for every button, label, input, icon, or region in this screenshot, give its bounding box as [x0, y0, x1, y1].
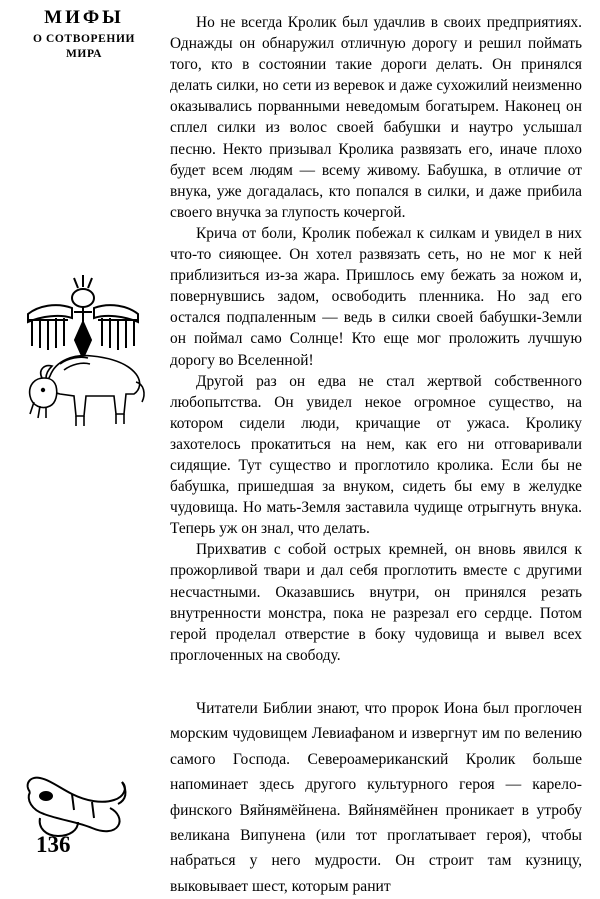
paragraph: Другой раз он едва не стал жертвой собственного любопытства. Он увидел некое огромное существо, на котором сидели люди, кричащие от ужаса. Кролику захотелось прокатиться на нем, как его ни отговаривали сидящие. Тут существо и проглотило кролика. Если бы не бабушка, пришедшая за внуком, сидеть бы ему в желудке чудовища. Но мать-Земля заставила чудище отрыгнуть внука. Теперь уж он знал, что делать.	[170, 372, 582, 538]
paragraph: Прихватив с собой острых кремней, он вновь явился к прожорливой твари и дал себя проглотить вместе с другими несчастными. Оказавшись внутри, он принялся резать внутренности монстра, пока не разрезал его сердце. Потом герой проделал отверстие в боку чудовища и вывел всех проглоченных на свободу.	[170, 541, 582, 664]
chapter-subtitle-line1: О СОТВОРЕНИИ	[32, 32, 136, 45]
left-margin-column	[0, 0, 168, 872]
chapter-subtitle-line2: МИРА	[65, 47, 103, 60]
section-break	[170, 666, 582, 696]
chapter-title: МИФЫ	[44, 7, 124, 28]
body-text-column	[170, 12, 582, 899]
chapter-header	[0, 8, 168, 60]
commentary-paragraph: Читатели Библии знают, что пророк Иона был проглочен морским чудовищем Левиафаном и извергнут им по велению самого Господа. Североамериканский Кролик больше напоминает здесь другого культурного героя — карело-финского Вяйнямёйнена. Вяйнямёйнен проникает в утробу великана Випунена (или тот проглатывает героя), чтобы набраться у него мудрости. Он строит там кузницу, выковывает шест, которым ранит	[170, 699, 582, 895]
paragraph: Крича от боли, Кролик побежал к силкам и увидел в них что-то сияющее. Он хотел развязать сеть, но не мог к ней приблизиться из-за жара. Пришлось ему бежать за ножом и, повернувшись задом, освободить пленника. Но зад его остался подпаленным — ведь в силки своей бабушки-Земли он поймал само Солнце! Кто еще мог проложить лучшую дорогу во Вселенной!	[170, 224, 582, 369]
bone-amulet-ornament	[16, 770, 136, 845]
bison-ornament	[16, 330, 156, 440]
page-number: 136	[36, 832, 71, 857]
paragraph: Но не всегда Кролик был удачлив в своих предприятиях. Однажды он обнаружил отличную дорогу и решил поймать того, кто в состоянии такие дороги делать. Он принялся делать силки, но сети из веревок и даже сухожилий неизменно оказывались порванными неведомым богатырем. Наконец он сплел силки из волос своей бабушки и наутро услышал песню. Некто призывал Кролика развязать его, иначе плохо будет всем людям — всему живому. Бабушка, в отличие от внука, уже догадалась, кто попался в силки, и даже прибила своего внучка за глупость кочергой.	[170, 14, 582, 221]
